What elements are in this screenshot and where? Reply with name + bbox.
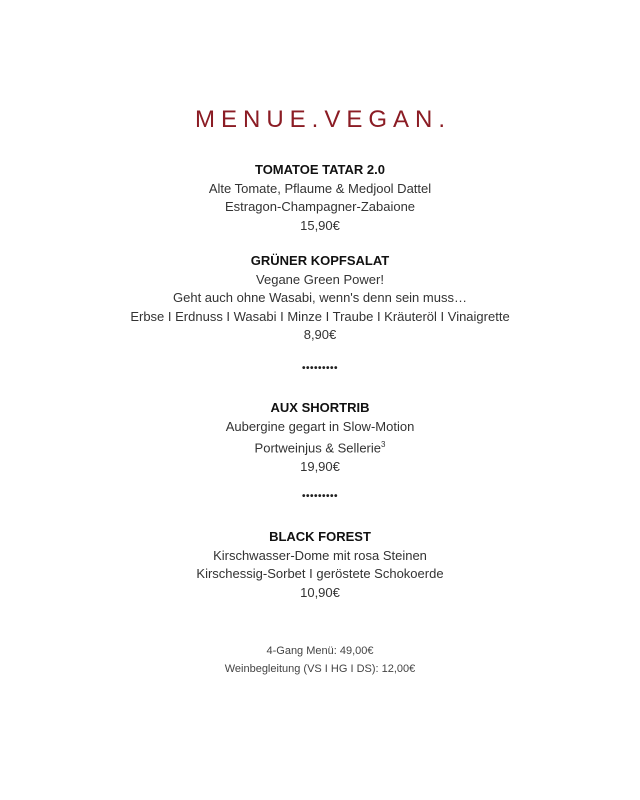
course-tomatoe-tatar: [0, 161, 640, 235]
course-price: 19,90€: [300, 458, 340, 474]
separator: •••••••••: [301, 491, 338, 502]
course-gruener-kopfsalat: [0, 252, 640, 345]
course-name: AUX SHORTRIB: [270, 400, 370, 415]
course-description: Aubergine gegart in Slow-Motion: [225, 418, 415, 434]
menu-footer: [0, 642, 640, 678]
course-description: Vegane Green Power!: [256, 271, 384, 287]
menu-title: MENUE.VEGAN.: [194, 106, 452, 133]
course-description: Erbse I Erdnuss I Wasabi I Minze I Traube I Kräuteröl I Vinaigrette: [130, 308, 510, 324]
course-black-forest: [0, 528, 640, 602]
allergen-footnote: 3: [381, 440, 386, 449]
separator: •••••••••: [301, 363, 338, 374]
course-description: [0, 436, 640, 458]
course-price: 10,90€: [300, 584, 340, 600]
course-description: Geht auch ohne Wasabi, wenn's denn sein muss…: [173, 290, 467, 305]
course-description: Kirschessig-Sorbet I geröstete Schokoerde: [196, 566, 444, 581]
wine-pairing-price: Weinbegleitung (VS I HG I DS): 12,00€: [224, 663, 416, 675]
menu-price: 4-Gang Menü: 49,00€: [266, 645, 374, 657]
course-aux-shortrib: [0, 399, 640, 476]
course-name: BLACK FOREST: [269, 529, 371, 544]
course-price: 8,90€: [303, 327, 337, 342]
course-name: TOMATOE TATAR 2.0: [254, 162, 385, 177]
course-description: Estragon-Champagner-Zabaione: [224, 199, 416, 214]
course-name: GRÜNER KOPFSALAT: [250, 253, 390, 268]
course-description-text: Portweinjus & Sellerie: [254, 440, 381, 456]
course-description: Kirschwasser-Dome mit rosa Steinen: [213, 547, 427, 563]
course-description: Alte Tomate, Pflaume & Medjool Dattel: [208, 180, 432, 196]
course-price: 15,90€: [300, 217, 340, 233]
